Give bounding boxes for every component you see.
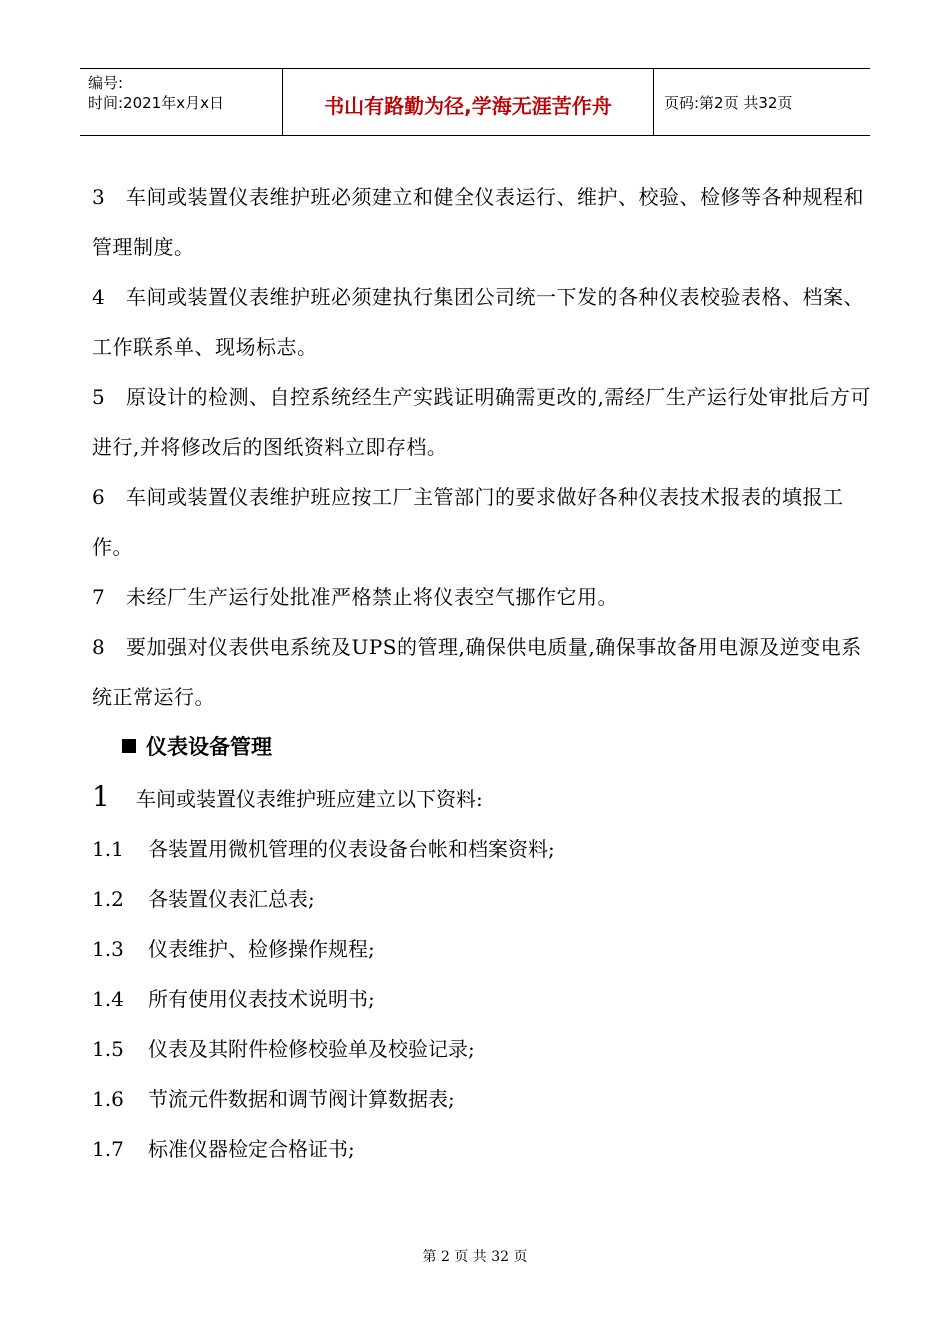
subitem-1-3 (92, 924, 872, 974)
paragraph-number: 3 (92, 185, 106, 209)
header-number-label: 编号: (88, 74, 124, 92)
page-footer: 第 2 页 共 32 页 (422, 1249, 528, 1265)
paragraph-number: 8 (92, 635, 106, 659)
paragraph-text: 车间或装置仪表维护班应按工厂主管部门的要求做好各种仪表技术报表的填报工作。 (92, 485, 844, 559)
subitem-text: 仪表及其附件检修校验单及校验记录; (148, 1037, 475, 1061)
section-title (122, 722, 872, 772)
paragraph-8 (92, 622, 872, 722)
subitem-1-2 (92, 874, 872, 924)
subitem-1-6 (92, 1074, 872, 1124)
paragraph-number: 6 (92, 485, 106, 509)
item-number: 1 (92, 780, 110, 813)
subitem-text: 各装置用微机管理的仪表设备台帐和档案资料; (148, 837, 555, 861)
paragraph-6 (92, 472, 872, 572)
paragraph-text: 要加强对仪表供电系统及UPS的管理,确保供电质量,确保事故备用电源及逆变电系统正常运行。 (92, 635, 862, 709)
paragraph-text: 未经厂生产运行处批准严格禁止将仪表空气挪作它用。 (126, 585, 618, 609)
paragraph-number: 5 (92, 385, 106, 409)
subitem-1-7 (92, 1124, 872, 1174)
subitem-1-4 (92, 974, 872, 1024)
header-left (80, 69, 282, 135)
subitem-text: 节流元件数据和调节阀计算数据表; (148, 1087, 455, 1111)
subitem-number: 1.6 (92, 1087, 124, 1111)
item-text: 车间或装置仪表维护班应建立以下资料: (136, 787, 483, 811)
paragraph-number: 7 (92, 585, 106, 609)
header-motto: 书山有路勤为径,学海无涯苦作舟 (282, 69, 654, 135)
subitem-1-1 (92, 824, 872, 874)
paragraph-4 (92, 272, 872, 372)
paragraph-3 (92, 172, 872, 272)
header-page-label: 页码:第2页 共32页 (664, 93, 793, 112)
subitem-number: 1.2 (92, 887, 124, 911)
document-body (92, 172, 872, 1174)
header-time-label: 时间:2021年x月x日 (88, 94, 224, 112)
section-title-text: 仪表设备管理 (146, 735, 272, 759)
paragraph-7 (92, 572, 872, 622)
paragraph-text: 原设计的检测、自控系统经生产实践证明确需更改的,需经厂生产运行处审批后方可进行,并将修改后的图纸资料立即存档。 (92, 385, 871, 459)
subitem-number: 1.3 (92, 937, 124, 961)
page-header (80, 68, 870, 136)
subitem-number: 1.4 (92, 987, 124, 1011)
paragraph-5 (92, 372, 872, 472)
subitem-1-5 (92, 1024, 872, 1074)
subitem-text: 所有使用仪表技术说明书; (148, 987, 375, 1011)
paragraph-number: 4 (92, 285, 106, 309)
item-1 (92, 772, 872, 824)
square-bullet-icon (122, 739, 136, 753)
subitem-number: 1.1 (92, 837, 124, 861)
subitem-text: 各装置仪表汇总表; (148, 887, 315, 911)
subitem-text: 仪表维护、检修操作规程; (148, 937, 375, 961)
subitem-text: 标准仪器检定合格证书; (148, 1137, 355, 1161)
paragraph-text: 车间或装置仪表维护班必须建立和健全仪表运行、维护、校验、检修等各种规程和管理制度。 (92, 185, 864, 259)
paragraph-text: 车间或装置仪表维护班必须建执行集团公司统一下发的各种仪表校验表格、档案、工作联系单、现场标志。 (92, 285, 864, 359)
subitem-number: 1.5 (92, 1037, 124, 1061)
subitem-number: 1.7 (92, 1137, 124, 1161)
